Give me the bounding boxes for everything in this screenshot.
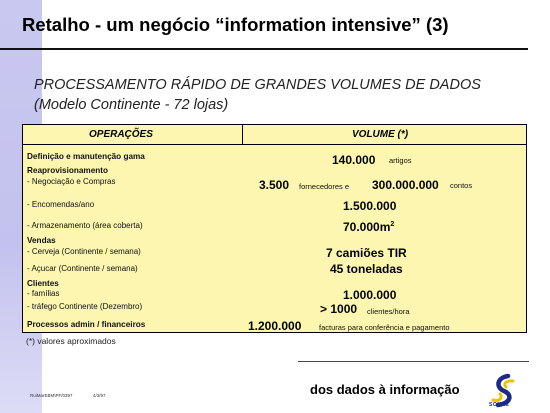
row-label-reaprovisionamento: Reaprovisionamento bbox=[27, 166, 108, 175]
footer-date: 4/3/97 bbox=[93, 393, 106, 398]
operations-volume-table bbox=[22, 124, 527, 333]
table-header-divider bbox=[23, 144, 526, 145]
title-divider bbox=[0, 48, 528, 50]
row-label-encomendas: - Encomendas/ano bbox=[27, 200, 95, 209]
row-label-trafego: - tráfego Continente (Dezembro) bbox=[27, 302, 143, 311]
footer-divider bbox=[298, 361, 529, 362]
footer-reference: RuiMarEBM\PF/0397 bbox=[30, 393, 73, 398]
value-acucar: 45 toneladas bbox=[330, 262, 403, 276]
row-label-acucar: - Açucar (Continente / semana) bbox=[27, 264, 138, 273]
subtitle-model: (Modelo Continente - 72 lojas) bbox=[34, 97, 229, 113]
value-encomendas: 1.500.000 bbox=[343, 199, 397, 213]
row-label-vendas: Vendas bbox=[27, 236, 56, 245]
table-column-divider bbox=[242, 125, 243, 145]
unit-processos: facturas para conferência e pagamento bbox=[319, 323, 450, 332]
value-armazenamento-number: 70.000m bbox=[343, 220, 391, 234]
unit-gama: artigos bbox=[389, 156, 412, 165]
row-label-cerveja: - Cerveja (Continente / semana) bbox=[27, 247, 141, 256]
value-fornecedores: 3.500 bbox=[259, 178, 290, 192]
value-cerveja: 7 camiões TIR bbox=[326, 246, 407, 260]
row-label-familias: - famílias bbox=[27, 289, 60, 298]
value-armazenamento bbox=[343, 220, 394, 234]
subtitle-heading: PROCESSAMENTO RÁPIDO DE GRANDES VOLUMES DE DADOS bbox=[34, 77, 481, 93]
header-volume: VOLUME (*) bbox=[352, 129, 409, 140]
value-armazenamento-sup: 2 bbox=[390, 221, 395, 228]
unit-trafego: clientes/hora bbox=[367, 307, 410, 316]
tagline: dos dados à informação bbox=[310, 382, 460, 397]
row-label-clientes: Clientes bbox=[27, 279, 59, 288]
row-label-gama: Definição e manutenção gama bbox=[27, 152, 145, 161]
row-label-negociacao: - Negociação e Compras bbox=[27, 177, 116, 186]
header-operacoes: OPERAÇÕES bbox=[89, 129, 153, 140]
unit-contos: contos bbox=[450, 181, 473, 190]
slide-title: Retalho - um negócio “information intensive” (3) bbox=[22, 14, 449, 35]
value-processos: 1.200.000 bbox=[248, 319, 302, 333]
row-label-processos: Processos admin / financeiros bbox=[27, 320, 146, 329]
value-gama: 140.000 bbox=[332, 153, 376, 167]
value-trafego: > 1000 bbox=[320, 302, 358, 316]
unit-fornecedores: fornecedores e bbox=[299, 182, 350, 191]
logo-wordmark: SONAE bbox=[489, 402, 510, 408]
value-contos: 300.000.000 bbox=[372, 178, 439, 192]
value-familias: 1.000.000 bbox=[343, 288, 397, 302]
footnote: (*) valores aproximados bbox=[26, 336, 116, 346]
row-label-armazenamento: - Armazenamento (área coberta) bbox=[27, 221, 143, 230]
